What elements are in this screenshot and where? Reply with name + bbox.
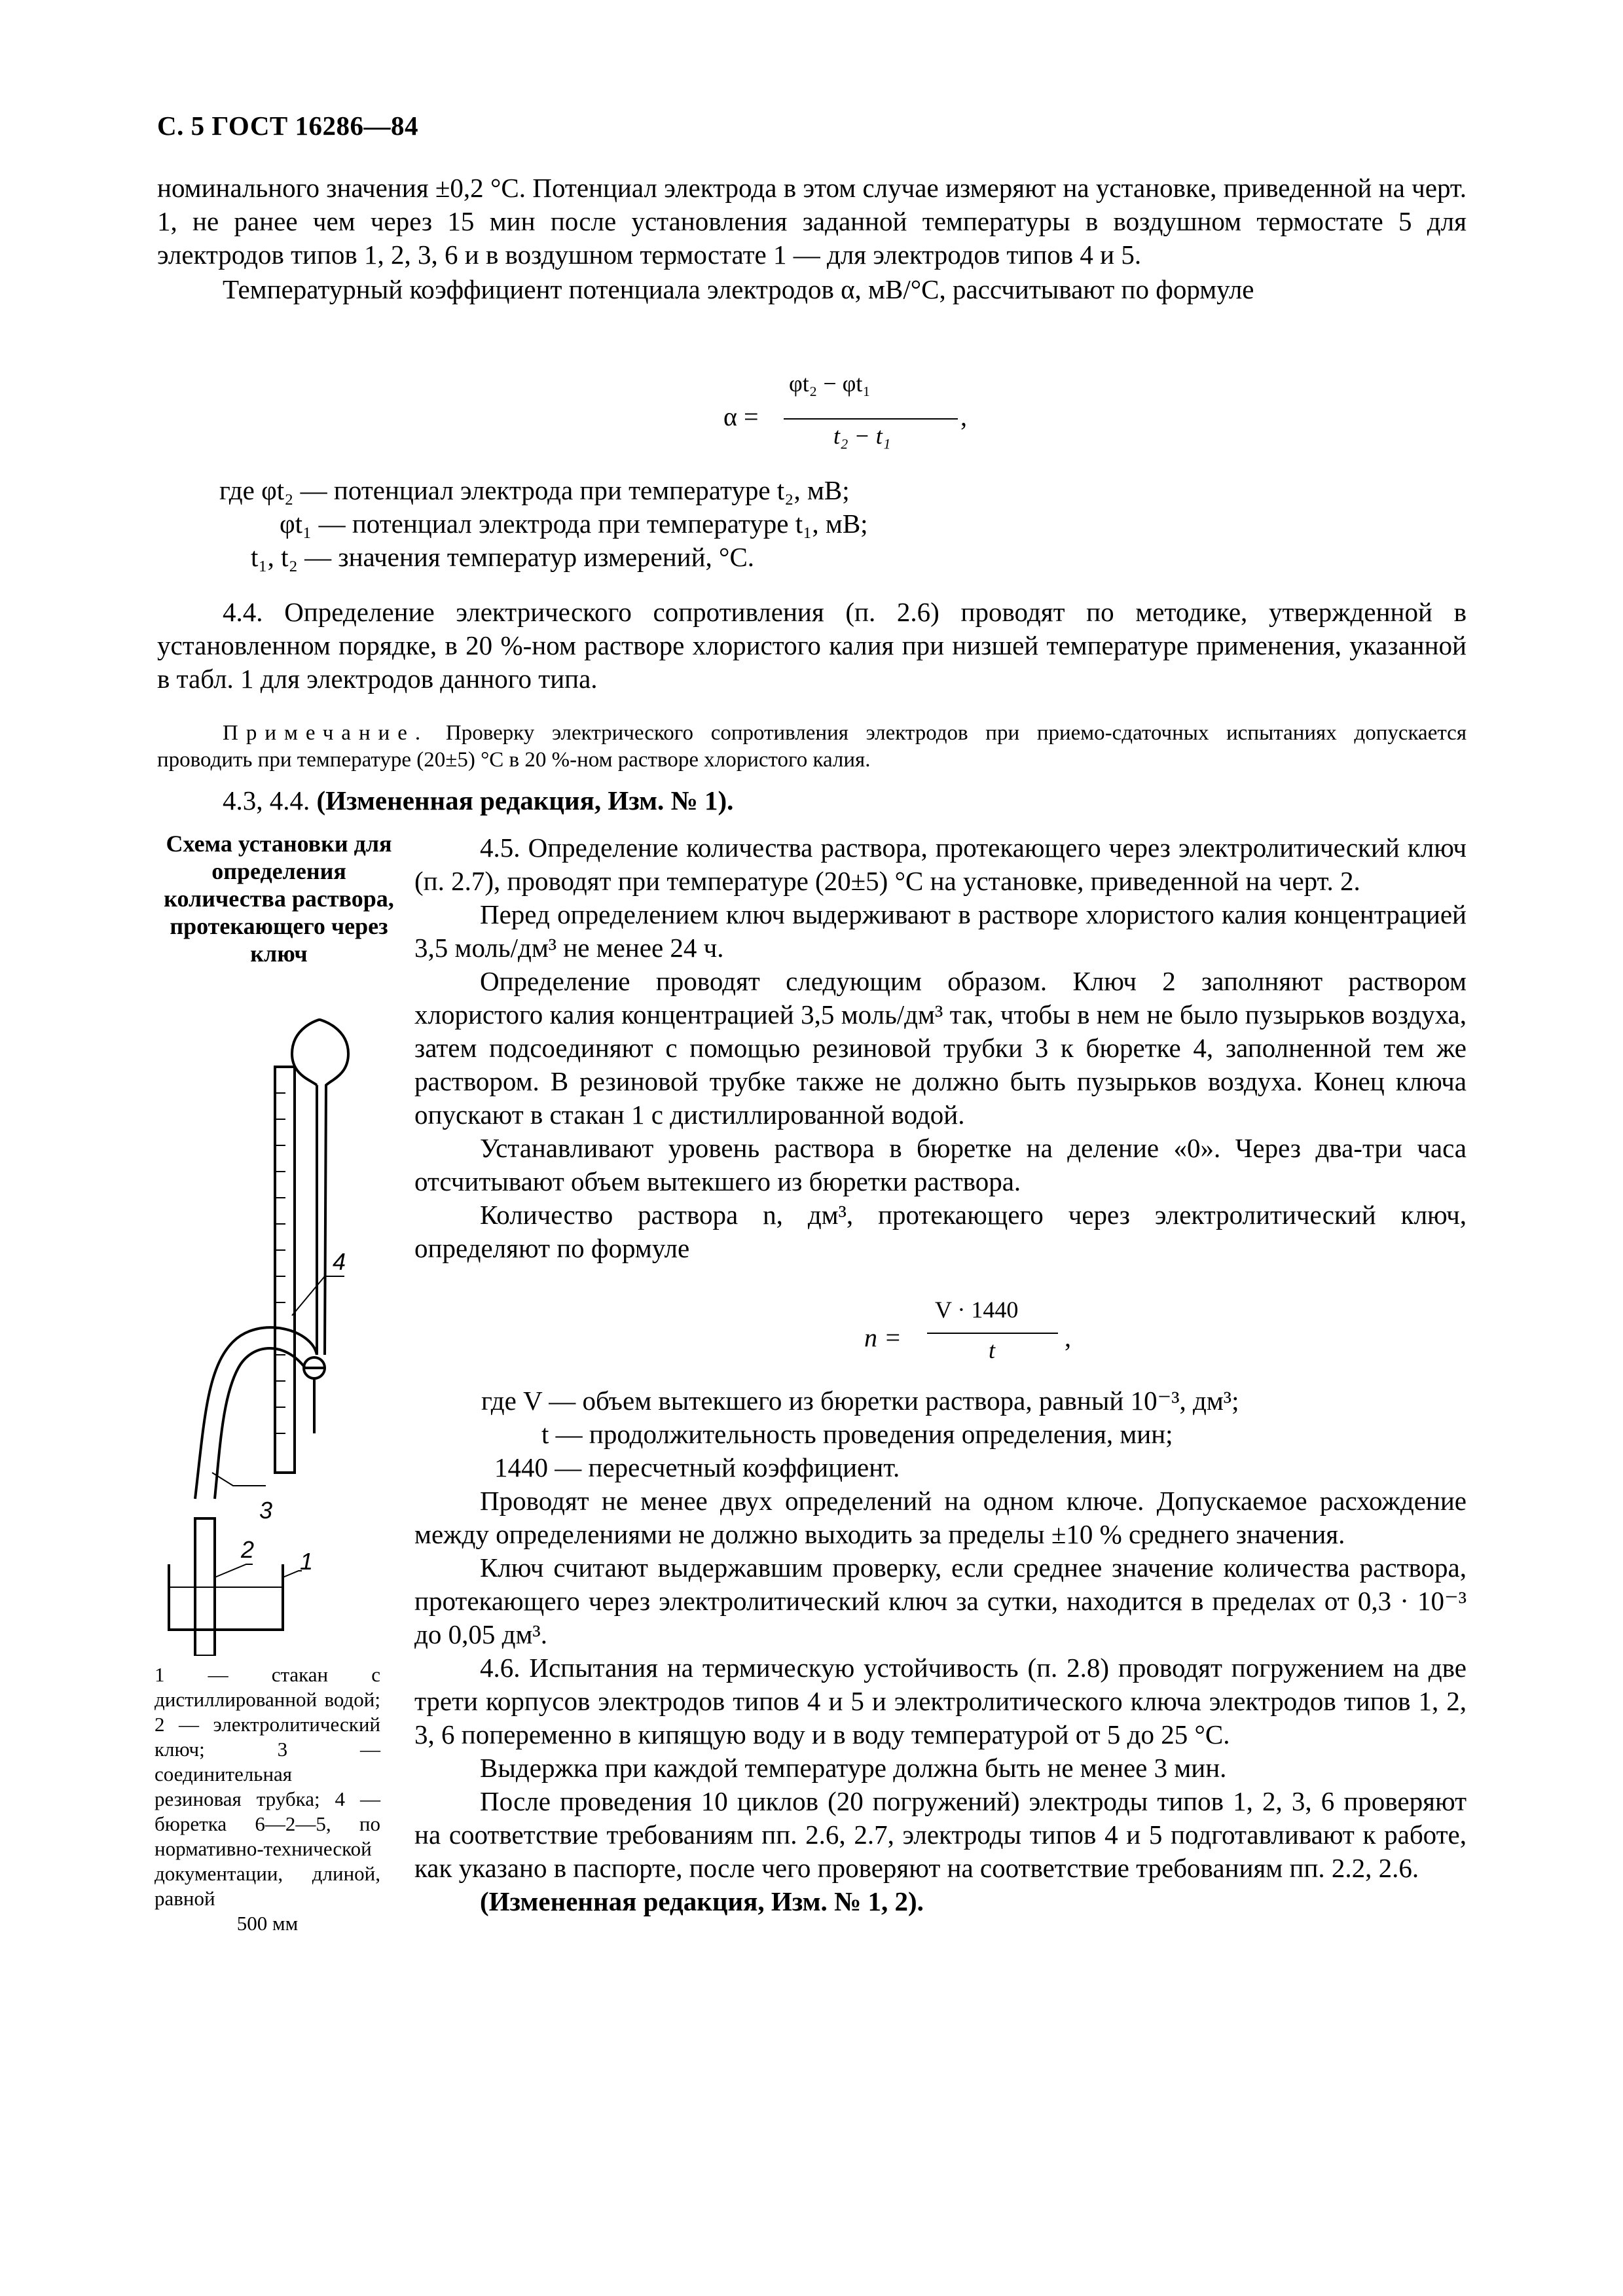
amendment-text: (Измененная редакция, Изм. № 1). bbox=[316, 785, 734, 816]
caption-text: 1 — стакан с дистиллированной водой; 2 — электролитический ключ; 3 — соединительная резиновая трубка; 4 — бюретка 6—2—5, по нормативно-технической документации, длиной, равной bbox=[155, 1663, 380, 1910]
page-header: С. 5 ГОСТ 16286—84 bbox=[157, 111, 419, 141]
beaker bbox=[169, 1564, 283, 1630]
figure-diagram bbox=[155, 1001, 429, 1656]
caption-end: 500 мм bbox=[236, 1912, 299, 1935]
paragraph: Определение проводят следующим образом. Ключ 2 заполняют раствором хлористого калия концентрацией 3,5 моль/дм³ так, чтобы в нем не было пузырьков воздуха, затем подсоединяют с помощью резиновой трубки 3 к бюретке 4, заполненной тем же раствором. В резиновой трубке также не должно быть пузырьков воздуха. Конец ключа опускают в стакан 1 с дистиллированной водой. bbox=[414, 966, 1467, 1130]
note-label: Примечание. bbox=[223, 721, 429, 745]
top-text bbox=[157, 171, 1467, 306]
paragraph: Проводят не менее двух определений на одном ключе. Допускаемое расхождение между определениями не должно выходить за пределы ±10 % среднего значения. bbox=[414, 1486, 1467, 1549]
formula-tail: , bbox=[960, 402, 967, 431]
paragraph: 4.6. Испытания на термическую устойчивость (п. 2.8) проводят погружением на две трети корпусов электродов типов 4 и 5 и электролитического ключа электродов типов 1, 2, 3, 6 попеременно в кипящую воду и в воду температурой от 5 до 25 °С. bbox=[414, 1653, 1467, 1749]
figure-label-3: 3 bbox=[259, 1497, 273, 1524]
paragraph: номинального значения ±0,2 °С. Потенциал электрода в этом случае измеряют на установке, приведенной на черт. 1, не ранее чем через 15 мин после установления заданной температуры в воздушном термостате 5 для электродов типов 1, 2, 3, 6 и в воздушном термостате 1 — для электродов типов 4 и 5. bbox=[157, 173, 1467, 270]
figure-label-1: 1 bbox=[300, 1548, 314, 1575]
formula-alpha bbox=[723, 370, 998, 448]
note bbox=[157, 720, 1467, 774]
fraction-bar bbox=[927, 1333, 1058, 1334]
paragraph: После проведения 10 циклов (20 погружений) электроды типов 1, 2, 3, 6 проверяют на соответствие требованиям пп. 2.6, 2.7, электроды типов 4 и 5 подготавливают к работе, как указано в паспорте, после чего проверяют на соответствие требованиям пп. 2.2, 2.6. bbox=[414, 1786, 1467, 1883]
note-text: Проверку электрического сопротивления электродов при приемо-сдаточных испытаниях допускается проводить при температуре (20±5) °С в 20 %-ном растворе хлористого калия. bbox=[157, 721, 1467, 772]
formula-denominator: t₂ − t₁ bbox=[833, 423, 891, 449]
where-item: где φt₂ — потенциал электрода при температуре t₂, мВ; bbox=[219, 475, 850, 505]
paragraph: Температурный коэффициент потенциала электродов α, мВ/°С, рассчитывают по формуле bbox=[223, 274, 1254, 304]
where-item: φt₁ — потенциал электрода при температуре t₁, мВ; bbox=[280, 509, 868, 539]
paragraph: Выдержка при каждой температуре должна быть не менее 3 мин. bbox=[480, 1753, 1227, 1783]
where-item: 1440 — пересчетный коэффициент. bbox=[494, 1452, 900, 1482]
where-item: t₁, t₂ — значения температур измерений, °С. bbox=[251, 542, 755, 572]
where-item: где V — объем вытекшего из бюретки раствора, равный 10⁻³, дм³; bbox=[481, 1386, 1239, 1416]
where-list-alpha bbox=[219, 474, 1463, 574]
where-item: t — продолжительность проведения определения, мин; bbox=[541, 1419, 1173, 1449]
formula-tail: , bbox=[1065, 1323, 1071, 1352]
amendment-1 bbox=[223, 784, 1401, 817]
formula-n bbox=[864, 1296, 1100, 1374]
figure-label-4: 4 bbox=[333, 1248, 346, 1275]
paragraph: 4.4. Определение электрического сопротивления (п. 2.6) проводят по методике, утвержденной в установленном порядке, в 20 %-ном растворе хлористого калия при низшей температуре применения, указанной в табл. 1 для электродов данного типа. bbox=[157, 597, 1467, 694]
figure-caption bbox=[155, 1662, 380, 1936]
paragraph-4-4 bbox=[157, 596, 1467, 696]
paragraph: Перед определением ключ выдерживают в растворе хлористого калия концентрацией 3,5 моль/дм³ не менее 24 ч. bbox=[414, 899, 1467, 963]
formula-lhs: n = bbox=[864, 1323, 902, 1352]
paragraph: 4.5. Определение количества раствора, протекающего через электролитический ключ (п. 2.7), проводят при температуре (20±5) °С на установке, приведенной на черт. 2. bbox=[414, 833, 1467, 896]
lower-column bbox=[414, 1484, 1467, 1918]
formula-numerator: φt₂ − φt₁ bbox=[789, 370, 871, 397]
paragraph: Количество раствора n, дм³, протекающего через электролитический ключ, определяют по формуле bbox=[414, 1200, 1467, 1263]
formula-denominator: t bbox=[989, 1337, 996, 1363]
figure-title: Схема установки для определения количества раствора, протекающего через ключ bbox=[164, 831, 394, 967]
figure-label-2: 2 bbox=[241, 1536, 255, 1563]
where-list-n bbox=[481, 1384, 1463, 1484]
fraction-bar bbox=[784, 418, 958, 420]
amendment-2: (Измененная редакция, Изм. № 1, 2). bbox=[480, 1886, 924, 1916]
paragraph: Ключ считают выдержавшим проверку, если среднее значение количества раствора, протекающего через электролитический ключ за сутки, находится в пределах от 0,3 · 10⁻³ до 0,05 дм³. bbox=[414, 1552, 1467, 1649]
amendment-prefix: 4.3, 4.4. bbox=[223, 785, 310, 816]
burette bbox=[275, 1067, 295, 1473]
right-column bbox=[414, 831, 1467, 1265]
formula-lhs: α = bbox=[723, 402, 759, 431]
formula-numerator: V · 1440 bbox=[935, 1297, 1019, 1323]
paragraph: Устанавливают уровень раствора в бюретке на деление «0». Через два-три часа отсчитывают объем вытекшего из бюретки раствора. bbox=[414, 1133, 1467, 1196]
